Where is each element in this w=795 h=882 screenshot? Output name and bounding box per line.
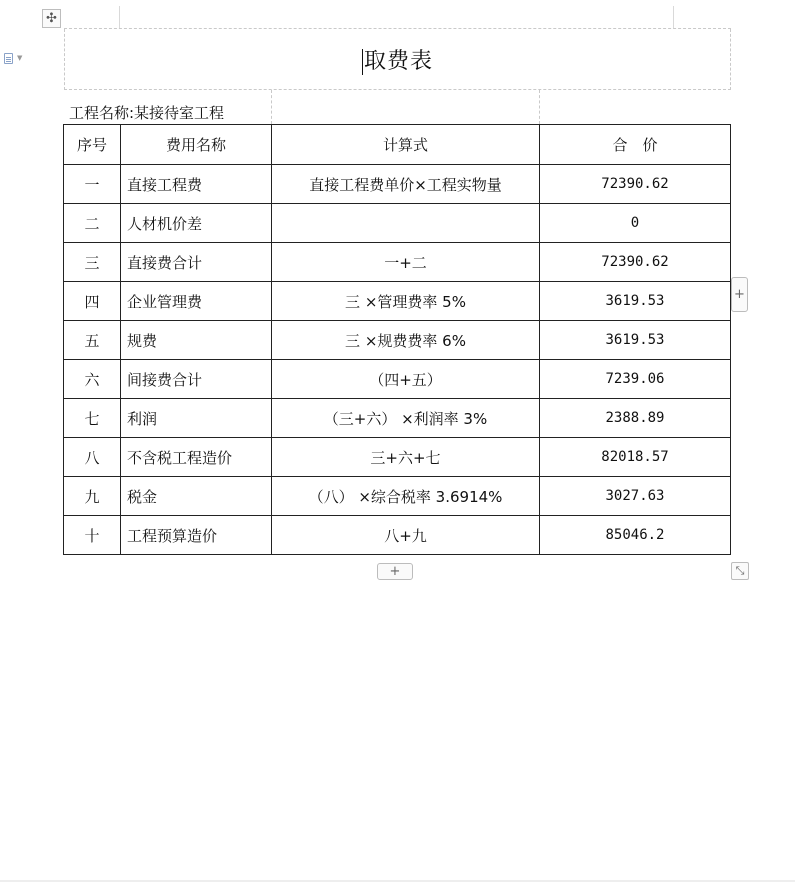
cell-price[interactable]: 3619.53 xyxy=(540,321,731,360)
cell-name[interactable]: 工程预算造价 xyxy=(121,516,272,555)
table-row[interactable] xyxy=(64,165,731,204)
ruler-guide xyxy=(119,6,120,28)
header-index: 序号 xyxy=(64,125,121,165)
ruler-guide xyxy=(673,6,674,28)
cell-index[interactable]: 九 xyxy=(64,477,121,516)
table-row[interactable] xyxy=(64,399,731,438)
cell-index[interactable]: 十 xyxy=(64,516,121,555)
cell-price[interactable]: 3027.63 xyxy=(540,477,731,516)
cell-name[interactable]: 直接费合计 xyxy=(121,243,272,282)
text-cursor xyxy=(362,49,363,75)
cell-index[interactable]: 三 xyxy=(64,243,121,282)
table-row[interactable] xyxy=(64,516,731,555)
cell-formula[interactable]: 三 ×管理费率 5% xyxy=(272,282,540,321)
cell-divider xyxy=(271,90,273,124)
cell-index[interactable]: 一 xyxy=(64,165,121,204)
cell-price[interactable]: 85046.2 xyxy=(540,516,731,555)
add-row-button[interactable]: + xyxy=(377,563,413,580)
cell-name[interactable]: 间接费合计 xyxy=(121,360,272,399)
cell-name[interactable]: 利润 xyxy=(121,399,272,438)
cell-formula[interactable]: （八） ×综合税率 3.6914% xyxy=(272,477,540,516)
cell-index[interactable]: 八 xyxy=(64,438,121,477)
cell-price[interactable]: 3619.53 xyxy=(540,282,731,321)
cell-formula[interactable]: 八+九 xyxy=(272,516,540,555)
cell-formula[interactable]: （三+六） ×利润率 3% xyxy=(272,399,540,438)
project-name: 工程名称:某接待室工程 xyxy=(69,104,225,122)
table-row[interactable] xyxy=(64,477,731,516)
cell-index[interactable]: 二 xyxy=(64,204,121,243)
cell-index[interactable]: 四 xyxy=(64,282,121,321)
header-price: 合 价 xyxy=(540,125,731,165)
cell-name[interactable]: 直接工程费 xyxy=(121,165,272,204)
document-options-icon[interactable] xyxy=(4,51,26,65)
cell-name[interactable]: 不含税工程造价 xyxy=(121,438,272,477)
header-formula: 计算式 xyxy=(272,125,540,165)
cell-formula[interactable]: 一+二 xyxy=(272,243,540,282)
add-column-button[interactable]: + xyxy=(731,277,748,312)
cell-name[interactable]: 人材机价差 xyxy=(121,204,272,243)
page-title xyxy=(362,44,433,75)
cell-formula[interactable] xyxy=(272,204,540,243)
cell-name[interactable]: 税金 xyxy=(121,477,272,516)
table-move-handle-icon[interactable]: ✣ xyxy=(42,9,61,28)
project-name-row[interactable] xyxy=(64,90,731,124)
table-row[interactable] xyxy=(64,204,731,243)
cell-price[interactable]: 72390.62 xyxy=(540,243,731,282)
fee-table[interactable] xyxy=(63,124,731,555)
table-row[interactable] xyxy=(64,438,731,477)
dropdown-caret-icon: ▼ xyxy=(17,54,23,62)
title-text: 取费表 xyxy=(363,48,433,74)
table-row[interactable] xyxy=(64,360,731,399)
cell-formula[interactable]: （四+五） xyxy=(272,360,540,399)
cell-index[interactable]: 六 xyxy=(64,360,121,399)
table-row[interactable] xyxy=(64,321,731,360)
cell-index[interactable]: 七 xyxy=(64,399,121,438)
cell-index[interactable]: 五 xyxy=(64,321,121,360)
title-cell[interactable] xyxy=(64,29,731,90)
cell-name[interactable]: 企业管理费 xyxy=(121,282,272,321)
cell-price[interactable]: 2388.89 xyxy=(540,399,731,438)
cell-price[interactable]: 82018.57 xyxy=(540,438,731,477)
cell-divider xyxy=(539,90,541,124)
table-row[interactable] xyxy=(64,243,731,282)
cell-price[interactable]: 72390.62 xyxy=(540,165,731,204)
cell-price[interactable]: 7239.06 xyxy=(540,360,731,399)
page-icon xyxy=(4,53,13,64)
table-row[interactable] xyxy=(64,282,731,321)
cell-name[interactable]: 规费 xyxy=(121,321,272,360)
cell-formula[interactable]: 直接工程费单价×工程实物量 xyxy=(272,165,540,204)
cell-formula[interactable]: 三+六+七 xyxy=(272,438,540,477)
table-resize-icon[interactable]: ⤡ xyxy=(731,562,749,580)
cell-formula[interactable]: 三 ×规费费率 6% xyxy=(272,321,540,360)
header-name: 费用名称 xyxy=(121,125,272,165)
cell-price[interactable]: 0 xyxy=(540,204,731,243)
table-header-row xyxy=(64,125,731,165)
